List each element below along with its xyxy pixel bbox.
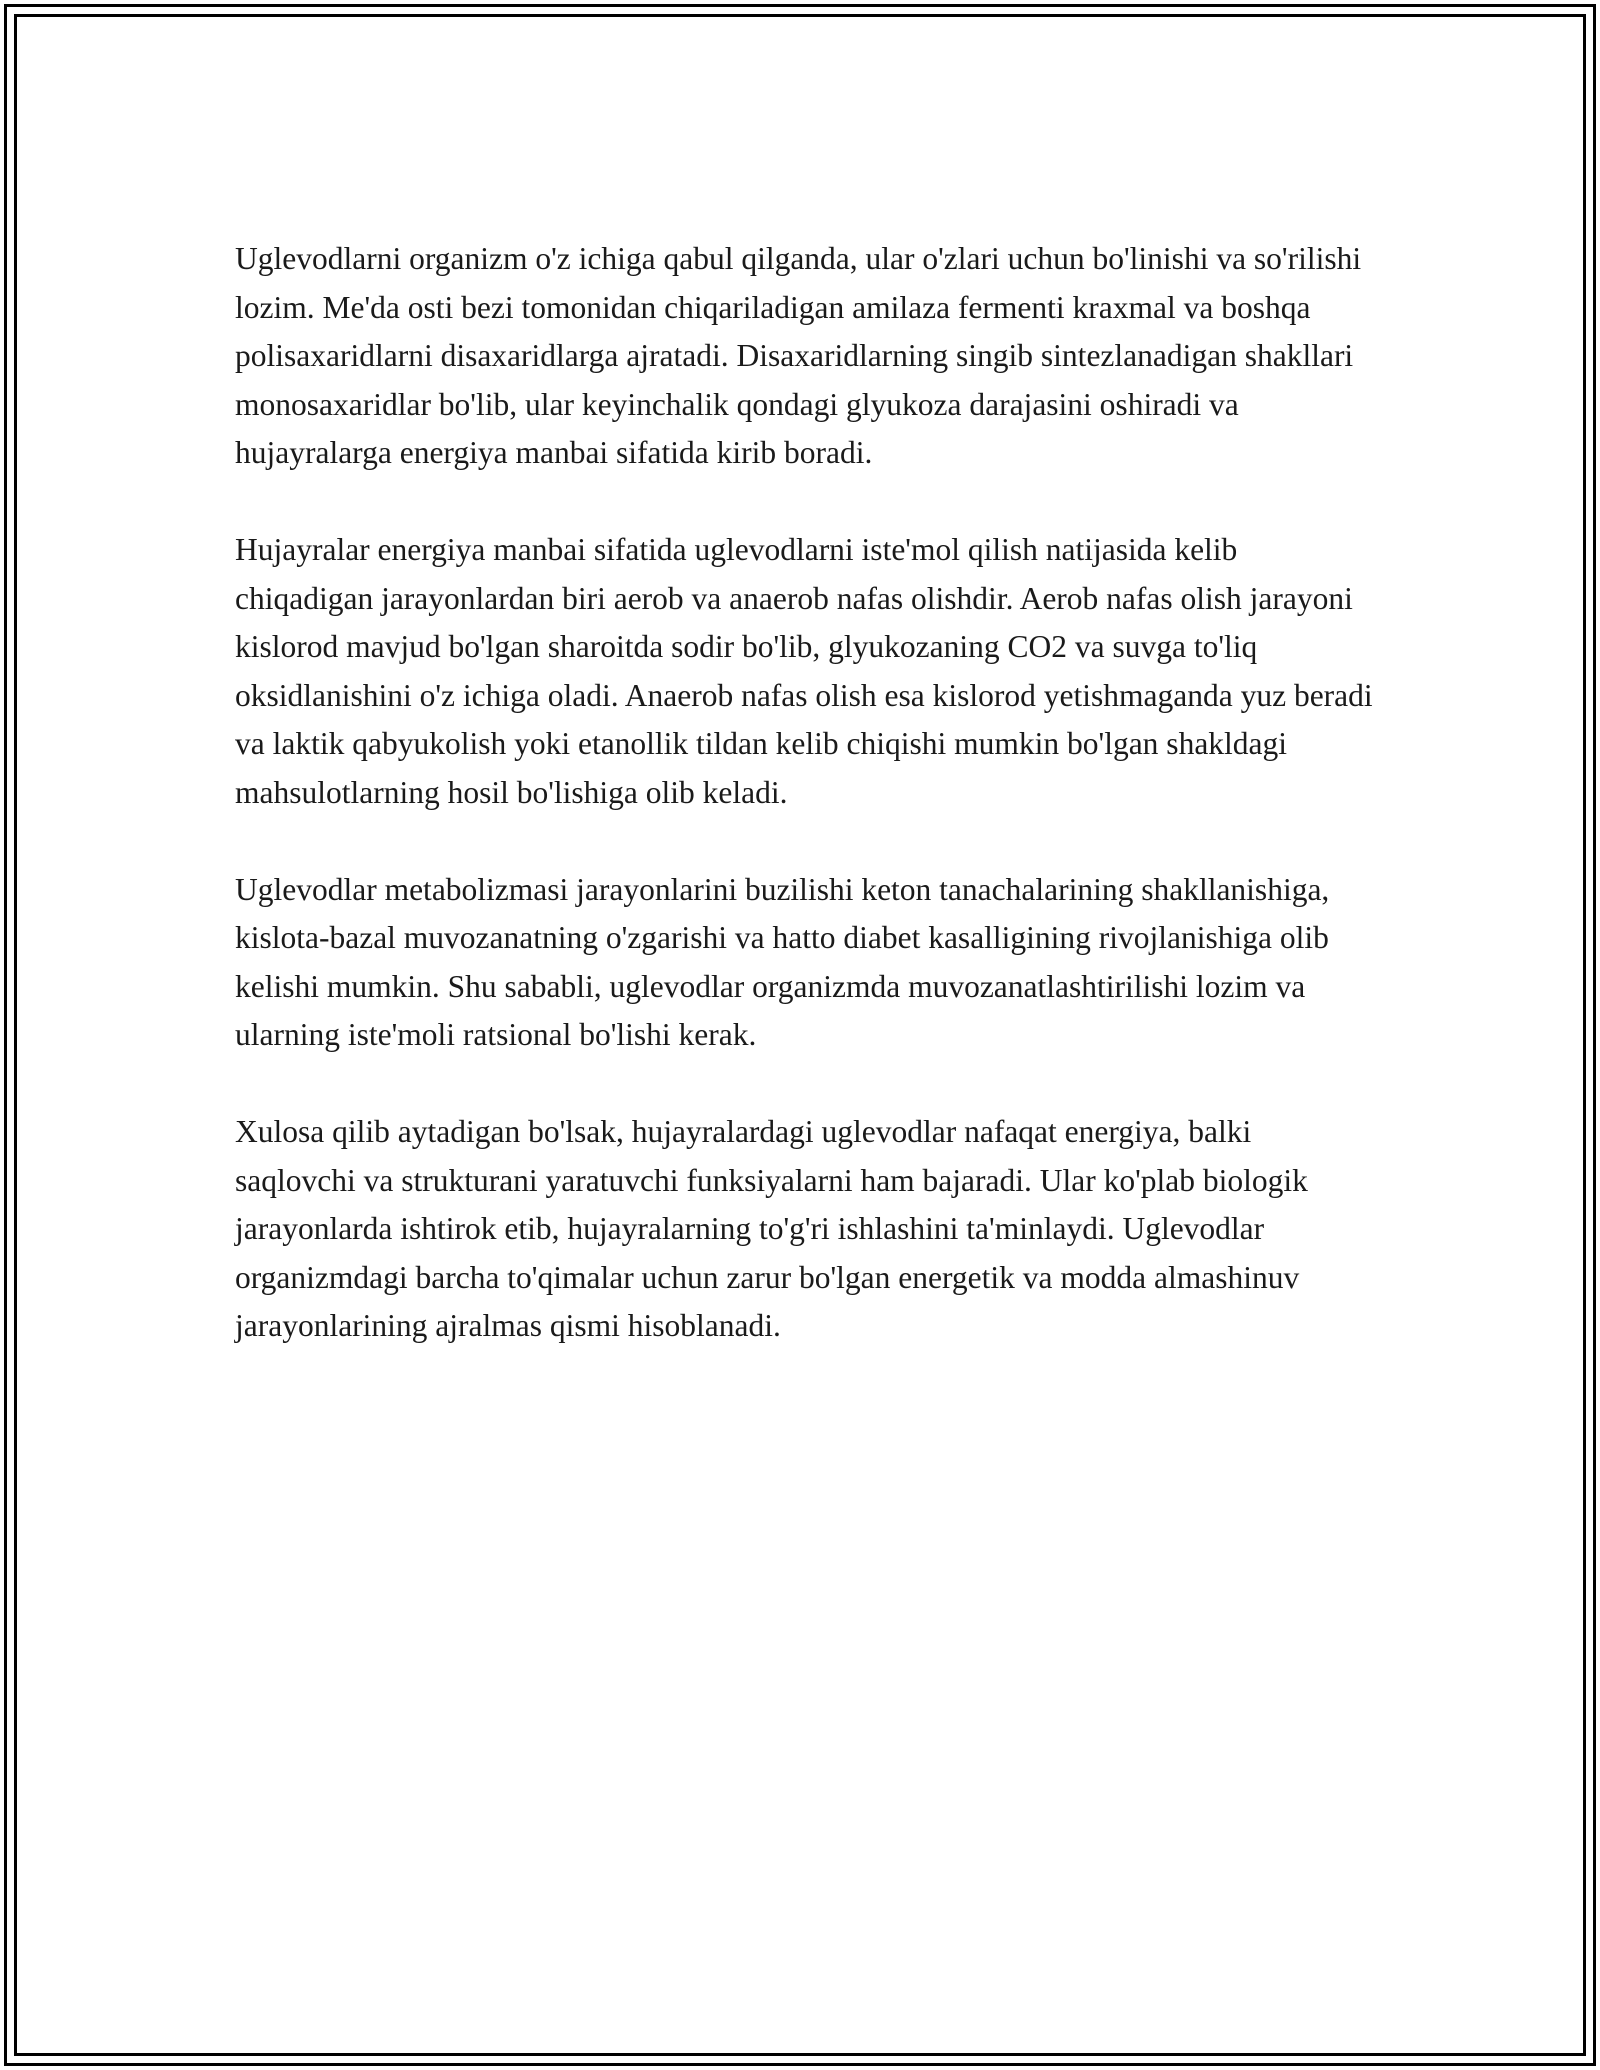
paragraph-metabolism-disorders: Uglevodlar metabolizmasi jarayonlarini buzilishi keton tanachalarining shakllanishiga, kislota-bazal muvozanatning o'zgarishi va hatto diabet kasalligining rivojlanishiga olib kelishi mumkin. Shu sababli, uglevodlar organizmda muvozanatlashtirilishi lozim va ularning iste'moli ratsional bo'lishi kerak. xyxy=(235,871,1330,1052)
document-body xyxy=(235,235,1375,1351)
paragraph-aerobic-anaerobic-respiration: Hujayralar energiya manbai sifatida uglevodlarni iste'mol qilish natijasida kelib chiqadigan jarayonlardan biri aerob va anaerob nafas olishdir. Aerob nafas olish jarayoni kislorod mavjud bo'lgan sharoitda sodir bo'lib, glyukozaning CO2 va suvga to'liq oksidlanishini o'z ichiga oladi. Anaerob nafas olish esa kislorod yetishmaganda yuz beradi va laktik qabyukolish yoki etanollik tildan kelib chiqishi mumkin bo'lgan shakldagi mahsulotlarning hosil bo'lishiga olib keladi. xyxy=(235,532,1373,810)
paragraph-carbohydrate-digestion: Uglevodlarni organizm o'z ichiga qabul qilganda, ular o'zlari uchun bo'linishi va so'rilishi lozim. Me'da osti bezi tomonidan chiqariladigan amilaza fermenti kraxmal va boshqa polisaxaridlarni disaxaridlarga ajratadi. Disaxaridlarning singib sintezlanadigan shakllari monosaxaridlar bo'lib, ular keyinchalik qondagi glyukoza darajasini oshiradi va hujayralarga energiya manbai sifatida kirib boradi. xyxy=(235,241,1362,470)
paragraph-conclusion: Xulosa qilib aytadigan bo'lsak, hujayralardagi uglevodlar nafaqat energiya, balki saqlovchi va strukturani yaratuvchi funksiyalarni ham bajaradi. Ular ko'plab biologik jarayonlarda ishtirok etib, hujayralarning to'g'ri ishlashini ta'minlaydi. Uglevodlar organizmdagi barcha to'qimalar uchun zarur bo'lgan energetik va modda almashinuv jarayonlarining ajralmas qismi hisoblanadi. xyxy=(235,1114,1308,1343)
